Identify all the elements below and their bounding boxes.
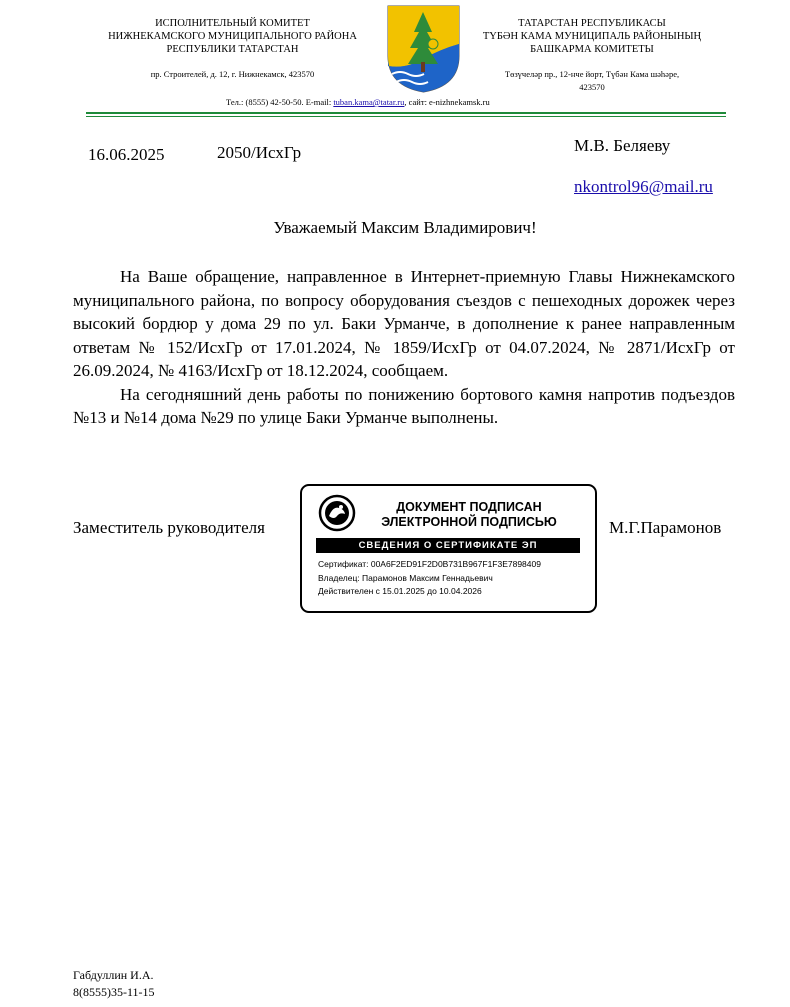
stamp-title-line1: ДОКУМЕНТ ПОДПИСАН [396, 500, 542, 514]
body-paragraph: На Ваше обращение, направленное в Интернет-приемную Главы Нижнекамского муниципального района, по вопросу оборудования съездов с пешеходных дорожек через высокий бордюр у дома 29 по ул. Баки Урманче, в дополнение к ранее направленным ответам № 152/ИсхГр от 17.01.2024, № 1859/ИсхГр от 04.07.2024, № 2871/ИсхГр от 26.09.2024, № 4163/ИсхГр от 18.12.2024, сообщаем. [73, 267, 735, 380]
footer-phone: 8(8555)35-11-15 [73, 985, 155, 999]
e-signature-stamp [300, 484, 597, 613]
letter-date: 16.06.2025 [88, 145, 165, 164]
header-left-address: пр. Строителей, д. 12, г. Нижнекамск, 423570 [150, 69, 315, 79]
header-right-address-line: 423570 [579, 82, 605, 92]
header-contacts [226, 97, 490, 107]
header-left [85, 17, 380, 56]
header-left-line: НИЖНЕКАМСКОГО МУНИЦИПАЛЬНОГО РАЙОНА [108, 31, 357, 42]
contacts-suffix: , сайт: e-nizhnekamsk.ru [404, 97, 490, 107]
header-right-line: ТАТАРСТАН РЕСПУБЛИКАСЫ [518, 18, 666, 29]
letter-body [73, 265, 735, 430]
header-divider [86, 112, 726, 114]
contacts-prefix: Тел.: (8555) 42-50-50. E-mail: [226, 97, 334, 107]
signer-position: Заместитель руководителя [73, 518, 265, 537]
recipient-name: М.В. Беляеву [574, 136, 671, 155]
stamp-certificate: Сертификат: 00A6F2ED91F2D0B731B967F1F3E7898409 [318, 559, 541, 569]
contacts-email-link[interactable]: tuban.kama@tatar.ru [333, 97, 405, 107]
emblem-icon [318, 494, 356, 532]
header-right [466, 17, 718, 56]
stamp-owner: Владелец: Парамонов Максим Геннадьевич [318, 573, 493, 583]
body-paragraph: На сегодняшний день работы по понижению бортового камня напротив подъездов №13 и №14 дома №29 по улице Баки Урманче выполнены. [73, 384, 735, 427]
letter-number: 2050/ИсхГр [217, 143, 302, 162]
header-right-address-line: Төзүчеләр пр., 12-нче йорт, Түбән Кама шәһәре, [504, 69, 680, 79]
header-left-line: ИСПОЛНИТЕЛЬНЫЙ КОМИТЕТ [155, 18, 310, 29]
recipient-email-link[interactable]: nkontrol96@mail.ru [574, 177, 713, 196]
header-left-line: РЕСПУБЛИКИ ТАТАРСТАН [166, 44, 299, 55]
footer-executor: Габдуллин И.А. [73, 968, 154, 982]
stamp-title-line2: ЭЛЕКТРОННОЙ ПОДПИСЬЮ [381, 515, 557, 529]
header-right-line: ТҮБӘН КАМА МУНИЦИПАЛЬ РАЙОНЫНЫҢ [482, 31, 702, 42]
greeting: Уважаемый Максим Владимирович! [273, 218, 537, 237]
signer-name: М.Г.Парамонов [609, 518, 722, 537]
header-divider-thin [86, 116, 726, 117]
stamp-certificate-bar: СВЕДЕНИЯ О СЕРТИФИКАТЕ ЭП [316, 538, 580, 553]
coat-of-arms-icon [386, 4, 461, 94]
header-right-address [466, 68, 718, 94]
stamp-valid: Действителен с 15.01.2025 до 10.04.2026 [318, 586, 482, 596]
header-right-line: БАШКАРМА КОМИТЕТЫ [530, 44, 654, 55]
